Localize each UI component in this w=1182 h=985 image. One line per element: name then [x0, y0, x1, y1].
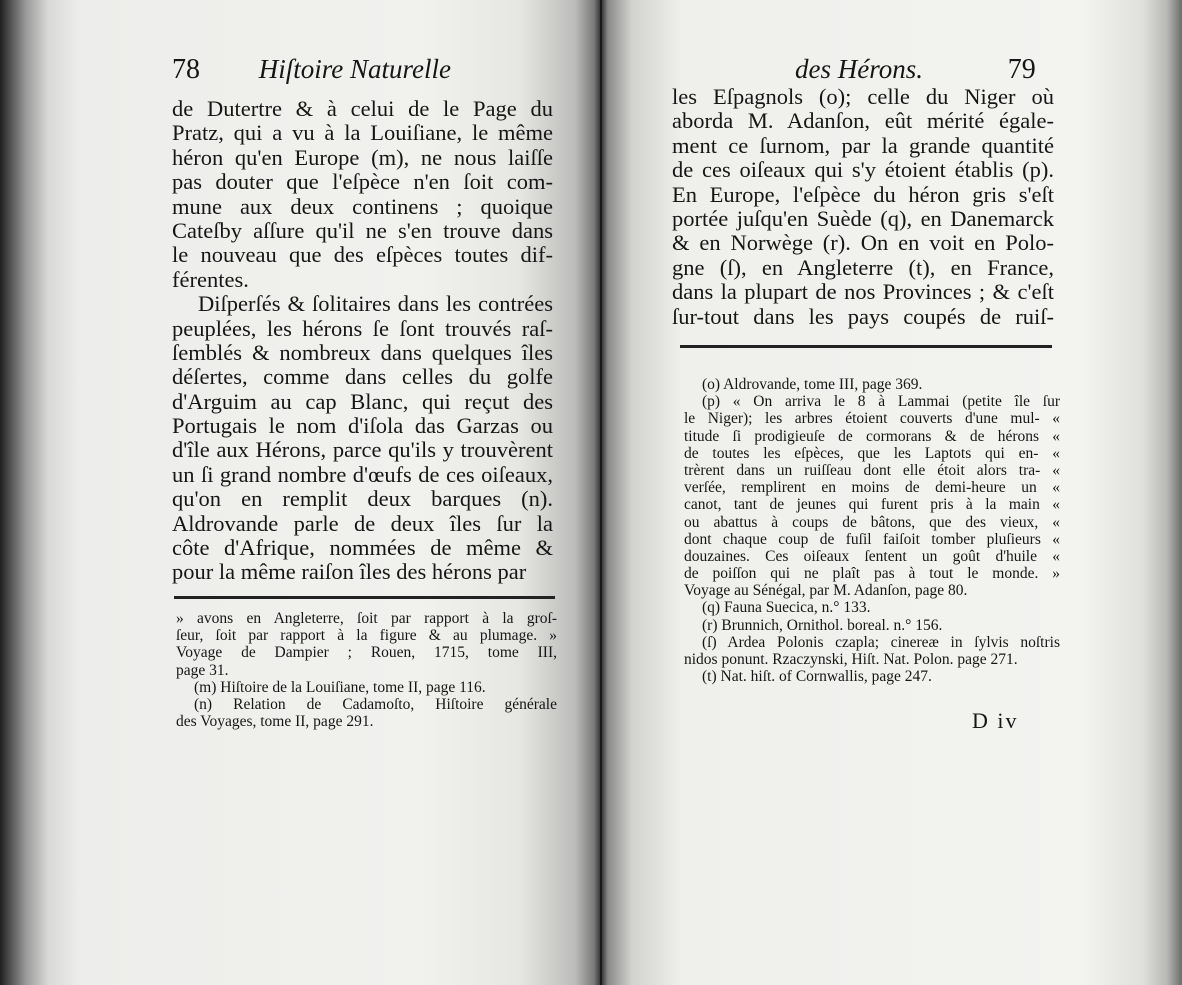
text-line: ſur-tout dans les pays coupés de ruiſ-	[672, 303, 1054, 329]
text-line: ſemblés & nombreux dans quelques îles	[172, 339, 553, 365]
text-line: En Europe, l'eſpèce du héron gris s'eſt	[672, 181, 1054, 207]
text-line: un ſi grand nombre d'œufs de ces oiſeaux,	[172, 461, 553, 487]
footnote-line: ou abattus à coups de bâtons, que des vieux, «	[684, 513, 1060, 531]
footnote-line: (p) « On arriva le 8 à Lammai (petite île ſur	[702, 393, 1060, 411]
text-line: d'île aux Hérons, parce qu'ils y trouvèrent	[172, 437, 553, 463]
text-line: pour la même raiſon îles des hérons par	[172, 559, 527, 585]
footnote-line: Voyage au Sénégal, par M. Adanſon, page 80.	[684, 582, 968, 600]
signature-mark: D iv	[972, 708, 1019, 733]
footnote-line: (o) Aldrovande, tome III, page 369.	[702, 376, 923, 393]
footnote-line: (m) Hiſtoire de la Louiſiane, tome II, page 116.	[194, 678, 486, 696]
footnote-line: (ſ) Ardea Polonis czapla; cinereæ in ſylvis noſtris	[702, 633, 1060, 651]
footnote-line: trèrent dans un ruiſſeau dont elle étoit alors tra- «	[684, 461, 1060, 479]
text-line: portée juſqu'en Suède (q), en Danemarck	[672, 205, 1054, 231]
right-body-text	[672, 85, 1054, 329]
right-running-head	[795, 52, 1036, 87]
text-line: Portugais le nom d'iſola das Garzas ou	[172, 413, 553, 439]
text-line: mune aux deux continens ; quoique	[172, 193, 553, 219]
footnote-line: » avons en Angleterre, ſoit par rapport à la groſ-	[176, 610, 557, 627]
footnote-line: (q) Fauna Suecica, n.° 133.	[702, 599, 871, 617]
text-line: Cateſby aſſure qu'il ne s'en trouve dans	[172, 217, 553, 243]
footnote-line: (n) Relation de Cadamoſto, Hiſtoire générale	[194, 695, 557, 713]
left-body-text	[172, 97, 553, 585]
text-line: & en Norwège (r). On en voit en Polo-	[672, 230, 1054, 256]
footnote-line: des Voyages, tome II, page 291.	[176, 713, 374, 731]
footnote-line: nidos ponunt. Rzaczynski, Hiſt. Nat. Polon. page 271.	[684, 651, 1018, 668]
text-line: de ces oiſeaux qui s'y étoient établis (p).	[672, 157, 1054, 183]
left-footnote-rule	[174, 596, 555, 599]
text-line: le nouveau que des eſpèces toutes dif-	[172, 242, 553, 268]
left-page-number: 78	[172, 54, 200, 85]
footnote-line: de poiſſon qui ne plaît pas à tout le monde. »	[684, 565, 1060, 583]
footnote-line: (r) Brunnich, Ornithol. boreal. n.° 156.	[702, 616, 943, 634]
right-running-title: des Hérons.	[795, 54, 923, 84]
footnote-line: page 31.	[176, 661, 229, 679]
text-line: de Dutertre & à celui de le Page du	[172, 96, 553, 121]
right-footnote-rule	[680, 345, 1052, 348]
text-line: héron qu'en Europe (m), ne nous laiſſe	[172, 144, 553, 170]
right-page	[602, 0, 1182, 985]
footnote-line: dont chaque coup de fuſil faiſoit tomber pluſieurs «	[684, 530, 1060, 548]
left-running-title: Hiſtoire Naturelle	[258, 54, 451, 84]
text-line: gne (ſ), en Angleterre (t), en France,	[672, 254, 1054, 280]
text-line: férentes.	[172, 266, 249, 292]
footnote-line: Voyage de Dampier ; Rouen, 1715, tome III,	[176, 644, 557, 662]
text-line: côte d'Afrique, nommées de même &	[172, 535, 553, 561]
right-page-number: 79	[1007, 54, 1036, 85]
text-line: qu'on en remplit deux barques (n).	[172, 486, 553, 512]
text-line: d'Arguim au cap Blanc, qui reçut des	[172, 388, 553, 414]
footnote-line: verſée, remplirent en moins de demi-heure un «	[684, 479, 1060, 497]
footnote-line: titude ſi prodigieuſe de cormorans & de hérons «	[684, 427, 1060, 445]
text-line: déſertes, comme dans celles du golfe	[172, 364, 553, 390]
text-line: Aldrovande parle de deux îles ſur la	[172, 510, 553, 536]
footnote-line: douzaines. Ces oiſeaux ſentent un goût d'huile «	[684, 547, 1060, 565]
left-running-head	[172, 52, 451, 87]
text-line: dans la plupart de nos Provinces ; & c'eſt	[672, 279, 1054, 305]
text-line: pas douter que l'eſpèce n'en ſoit com-	[172, 169, 553, 195]
footnote-line: canot, tant de jeunes qui furent pris à la main «	[684, 496, 1060, 514]
footnote-line: le Niger); les arbres étoient couverts d'une mul- «	[684, 410, 1060, 428]
text-line: Diſperſés & ſolitaires dans les contrées	[198, 291, 553, 317]
text-line: Pratz, qui a vu à la Louiſiane, le même	[172, 120, 553, 146]
footnote-line: de toutes les eſpèces, que les Laptots qui en- «	[684, 444, 1060, 462]
text-line: peuplées, les hérons ſe ſont trouvés raſ-	[172, 315, 553, 341]
footnote-line: ſeur, ſoit par rapport à la figure & au plumage. »	[176, 627, 557, 645]
text-line: ment ce ſurnom, par la grande quantité	[672, 132, 1054, 158]
text-line: les Eſpagnols (o); celle du Niger où	[672, 84, 1054, 109]
right-footnotes	[684, 376, 1060, 685]
text-line: aborda M. Adanſon, eût mérité égale-	[672, 108, 1054, 134]
footnote-line: (t) Nat. hiſt. of Cornwallis, page 247.	[702, 668, 932, 686]
left-footnotes	[176, 610, 557, 730]
